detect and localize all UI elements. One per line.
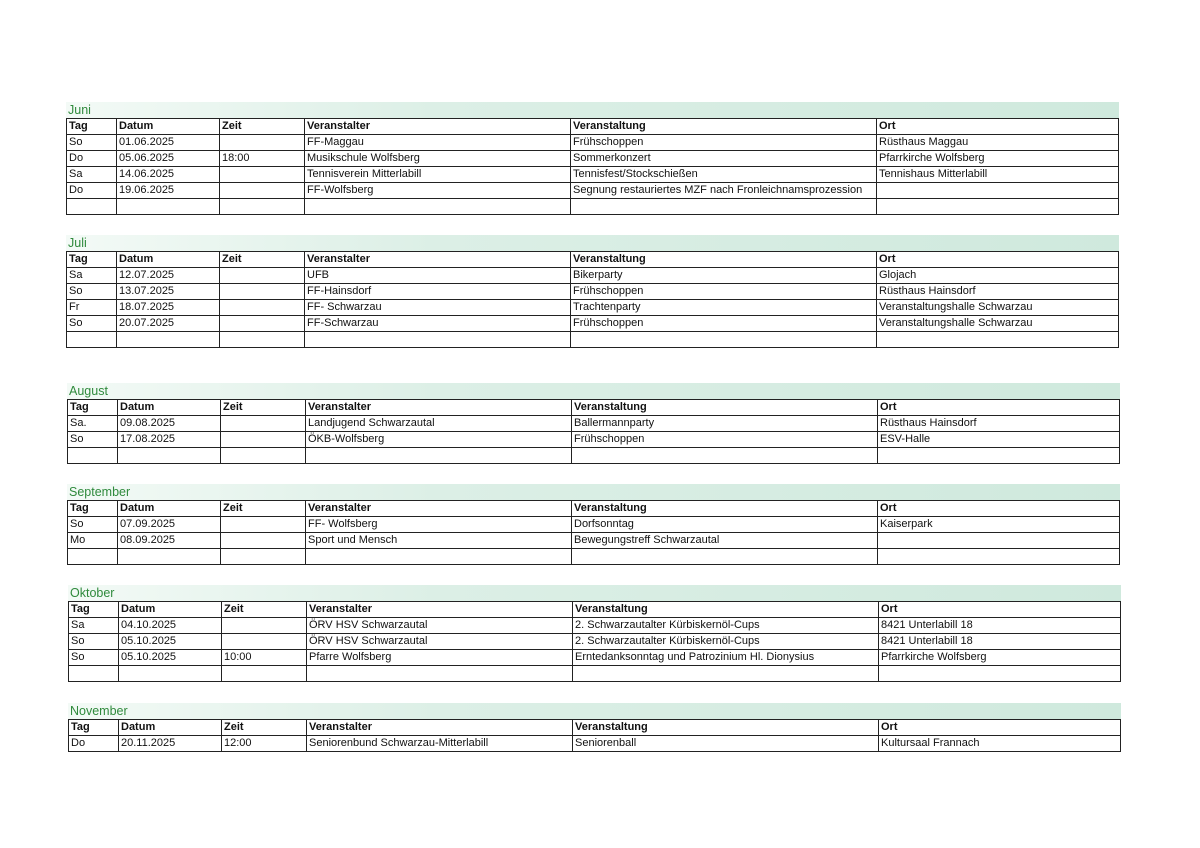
column-header-veranstalter: Veranstalter [307, 720, 573, 736]
table-row [67, 151, 1119, 167]
cell-ort: Veranstaltungshalle Schwarzau [877, 300, 1119, 316]
cell-datum: 05.10.2025 [119, 650, 222, 666]
cell-veranstalter [305, 199, 571, 215]
month-title: Juni [66, 102, 1119, 118]
column-header-veranstalter: Veranstalter [307, 602, 573, 618]
cell-veranstalter [306, 549, 572, 565]
cell-ort [877, 332, 1119, 348]
column-header-tag: Tag [69, 602, 119, 618]
column-header-zeit: Zeit [222, 602, 307, 618]
table-row [67, 284, 1119, 300]
column-header-tag: Tag [68, 501, 118, 517]
header-row [67, 252, 1119, 268]
cell-veranstalter [305, 332, 571, 348]
month-title: September [67, 484, 1120, 500]
cell-zeit [222, 618, 307, 634]
cell-datum [119, 666, 222, 682]
cell-veranstalter [306, 448, 572, 464]
cell-tag: Do [67, 151, 117, 167]
table-row [69, 736, 1121, 752]
table-row [67, 268, 1119, 284]
cell-zeit: 10:00 [222, 650, 307, 666]
events-table [67, 399, 1120, 464]
cell-veranstalter: Sport und Mensch [306, 533, 572, 549]
cell-ort [878, 448, 1120, 464]
cell-veranstaltung [573, 666, 879, 682]
column-header-datum: Datum [118, 501, 221, 517]
month-section [66, 235, 1119, 348]
events-table [66, 251, 1119, 348]
cell-veranstalter: FF- Wolfsberg [306, 517, 572, 533]
table-row [67, 300, 1119, 316]
month-title: Juli [66, 235, 1119, 251]
column-header-veranstalter: Veranstalter [306, 501, 572, 517]
column-header-veranstaltung: Veranstaltung [573, 602, 879, 618]
cell-veranstaltung [572, 448, 878, 464]
cell-tag: Sa [67, 167, 117, 183]
cell-veranstaltung: Frühschoppen [572, 432, 878, 448]
cell-veranstaltung: Ballermannparty [572, 416, 878, 432]
cell-tag [67, 199, 117, 215]
header-row [69, 602, 1121, 618]
cell-zeit: 12:00 [222, 736, 307, 752]
cell-zeit [221, 432, 306, 448]
cell-veranstalter: Seniorenbund Schwarzau-Mitterlabill [307, 736, 573, 752]
cell-zeit [222, 666, 307, 682]
events-table [68, 601, 1121, 682]
table-row [67, 183, 1119, 199]
cell-veranstalter: Pfarre Wolfsberg [307, 650, 573, 666]
cell-zeit [221, 533, 306, 549]
cell-veranstaltung: Frühschoppen [571, 316, 877, 332]
cell-ort: Rüsthaus Hainsdorf [877, 284, 1119, 300]
cell-veranstaltung: Segnung restauriertes MZF nach Fronleichnamsprozession [571, 183, 877, 199]
header-row [67, 119, 1119, 135]
column-header-ort: Ort [879, 720, 1121, 736]
cell-zeit [220, 199, 305, 215]
cell-tag [67, 332, 117, 348]
cell-veranstaltung: 2. Schwarzautalter Kürbiskernöl-Cups [573, 618, 879, 634]
cell-veranstaltung: Trachtenparty [571, 300, 877, 316]
cell-tag: Sa. [68, 416, 118, 432]
cell-veranstaltung [572, 549, 878, 565]
column-header-datum: Datum [119, 602, 222, 618]
cell-veranstaltung: Bikerparty [571, 268, 877, 284]
cell-datum: 19.06.2025 [117, 183, 220, 199]
cell-datum: 12.07.2025 [117, 268, 220, 284]
cell-zeit [220, 135, 305, 151]
column-header-datum: Datum [117, 119, 220, 135]
table-row [68, 416, 1120, 432]
cell-zeit [221, 416, 306, 432]
cell-zeit [221, 549, 306, 565]
month-section [67, 484, 1120, 565]
cell-tag: So [68, 517, 118, 533]
month-section [66, 102, 1119, 215]
cell-datum: 04.10.2025 [119, 618, 222, 634]
cell-ort: Kaiserpark [878, 517, 1120, 533]
cell-datum: 07.09.2025 [118, 517, 221, 533]
cell-datum: 17.08.2025 [118, 432, 221, 448]
cell-zeit [220, 300, 305, 316]
empty-row [68, 549, 1120, 565]
cell-tag: So [67, 316, 117, 332]
column-header-zeit: Zeit [221, 400, 306, 416]
cell-zeit [220, 183, 305, 199]
cell-veranstalter: UFB [305, 268, 571, 284]
cell-zeit [220, 332, 305, 348]
cell-zeit [220, 316, 305, 332]
table-row [68, 533, 1120, 549]
cell-veranstalter: Musikschule Wolfsberg [305, 151, 571, 167]
cell-datum: 09.08.2025 [118, 416, 221, 432]
cell-veranstaltung [571, 332, 877, 348]
cell-ort [877, 199, 1119, 215]
cell-veranstalter: FF-Hainsdorf [305, 284, 571, 300]
column-header-tag: Tag [69, 720, 119, 736]
cell-veranstaltung: Erntedanksonntag und Patrozinium Hl. Dionysius [573, 650, 879, 666]
cell-ort: Kultursaal Frannach [879, 736, 1121, 752]
column-header-zeit: Zeit [220, 252, 305, 268]
cell-zeit: 18:00 [220, 151, 305, 167]
cell-tag: Sa [69, 618, 119, 634]
cell-datum: 13.07.2025 [117, 284, 220, 300]
cell-datum [117, 199, 220, 215]
cell-ort: Rüsthaus Hainsdorf [878, 416, 1120, 432]
cell-veranstaltung: Frühschoppen [571, 284, 877, 300]
column-header-veranstalter: Veranstalter [305, 252, 571, 268]
column-header-tag: Tag [67, 252, 117, 268]
header-row [68, 400, 1120, 416]
events-table [68, 719, 1121, 752]
table-row [67, 167, 1119, 183]
column-header-datum: Datum [119, 720, 222, 736]
cell-veranstalter: FF- Schwarzau [305, 300, 571, 316]
cell-ort: Rüsthaus Maggau [877, 135, 1119, 151]
cell-datum [117, 332, 220, 348]
cell-veranstaltung: 2. Schwarzautalter Kürbiskernöl-Cups [573, 634, 879, 650]
cell-tag [69, 666, 119, 682]
cell-datum: 01.06.2025 [117, 135, 220, 151]
table-row [69, 618, 1121, 634]
table-row [68, 432, 1120, 448]
cell-veranstaltung: Seniorenball [573, 736, 879, 752]
cell-ort: 8421 Unterlabill 18 [879, 618, 1121, 634]
cell-tag: Sa [67, 268, 117, 284]
column-header-datum: Datum [118, 400, 221, 416]
cell-veranstalter: Tennisverein Mitterlabill [305, 167, 571, 183]
column-header-veranstaltung: Veranstaltung [573, 720, 879, 736]
column-header-veranstalter: Veranstalter [305, 119, 571, 135]
column-header-ort: Ort [878, 400, 1120, 416]
column-header-ort: Ort [879, 602, 1121, 618]
cell-zeit [221, 517, 306, 533]
cell-tag: So [69, 634, 119, 650]
header-row [68, 501, 1120, 517]
cell-veranstaltung: Dorfsonntag [572, 517, 878, 533]
table-row [67, 135, 1119, 151]
column-header-veranstaltung: Veranstaltung [571, 119, 877, 135]
column-header-veranstaltung: Veranstaltung [571, 252, 877, 268]
cell-veranstaltung: Tennisfest/Stockschießen [571, 167, 877, 183]
events-table [66, 118, 1119, 215]
cell-ort: Veranstaltungshalle Schwarzau [877, 316, 1119, 332]
month-title: August [67, 383, 1120, 399]
cell-veranstaltung: Frühschoppen [571, 135, 877, 151]
column-header-tag: Tag [68, 400, 118, 416]
cell-tag: Do [69, 736, 119, 752]
cell-datum: 05.06.2025 [117, 151, 220, 167]
column-header-tag: Tag [67, 119, 117, 135]
column-header-veranstaltung: Veranstaltung [572, 400, 878, 416]
column-header-veranstaltung: Veranstaltung [572, 501, 878, 517]
cell-zeit [222, 634, 307, 650]
cell-datum: 20.11.2025 [119, 736, 222, 752]
column-header-ort: Ort [877, 252, 1119, 268]
cell-zeit [221, 448, 306, 464]
cell-tag: So [69, 650, 119, 666]
cell-veranstaltung [571, 199, 877, 215]
cell-veranstalter: ÖRV HSV Schwarzautal [307, 618, 573, 634]
cell-datum: 18.07.2025 [117, 300, 220, 316]
cell-veranstalter: FF-Schwarzau [305, 316, 571, 332]
table-row [69, 650, 1121, 666]
table-row [69, 634, 1121, 650]
cell-zeit [220, 284, 305, 300]
month-section [67, 383, 1120, 464]
cell-datum: 14.06.2025 [117, 167, 220, 183]
cell-datum: 08.09.2025 [118, 533, 221, 549]
month-section [68, 585, 1121, 682]
cell-veranstalter: ÖRV HSV Schwarzautal [307, 634, 573, 650]
cell-datum [118, 448, 221, 464]
column-header-ort: Ort [878, 501, 1120, 517]
header-row [69, 720, 1121, 736]
cell-veranstalter [307, 666, 573, 682]
column-header-veranstalter: Veranstalter [306, 400, 572, 416]
cell-ort [878, 549, 1120, 565]
cell-datum [118, 549, 221, 565]
cell-ort [878, 533, 1120, 549]
empty-row [69, 666, 1121, 682]
cell-veranstaltung: Bewegungstreff Schwarzautal [572, 533, 878, 549]
table-row [68, 517, 1120, 533]
cell-veranstalter: Landjugend Schwarzautal [306, 416, 572, 432]
cell-tag: Do [67, 183, 117, 199]
month-title: Oktober [68, 585, 1121, 601]
cell-ort [877, 183, 1119, 199]
cell-datum: 20.07.2025 [117, 316, 220, 332]
cell-ort: Pfarrkirche Wolfsberg [877, 151, 1119, 167]
cell-zeit [220, 167, 305, 183]
column-header-zeit: Zeit [220, 119, 305, 135]
cell-tag: So [67, 135, 117, 151]
cell-ort: Tennishaus Mitterlabill [877, 167, 1119, 183]
empty-row [67, 199, 1119, 215]
cell-ort: Glojach [877, 268, 1119, 284]
cell-veranstalter: FF-Maggau [305, 135, 571, 151]
column-header-datum: Datum [117, 252, 220, 268]
cell-ort: 8421 Unterlabill 18 [879, 634, 1121, 650]
cell-tag: Mo [68, 533, 118, 549]
cell-tag: So [68, 432, 118, 448]
empty-row [68, 448, 1120, 464]
cell-ort: ESV-Halle [878, 432, 1120, 448]
table-row [67, 316, 1119, 332]
cell-tag: Fr [67, 300, 117, 316]
cell-veranstaltung: Sommerkonzert [571, 151, 877, 167]
column-header-zeit: Zeit [221, 501, 306, 517]
empty-row [67, 332, 1119, 348]
cell-datum: 05.10.2025 [119, 634, 222, 650]
cell-tag [68, 549, 118, 565]
cell-tag [68, 448, 118, 464]
cell-ort [879, 666, 1121, 682]
month-title: November [68, 703, 1121, 719]
month-section [68, 703, 1121, 752]
cell-ort: Pfarrkirche Wolfsberg [879, 650, 1121, 666]
cell-veranstalter: ÖKB-Wolfsberg [306, 432, 572, 448]
cell-tag: So [67, 284, 117, 300]
events-table [67, 500, 1120, 565]
column-header-zeit: Zeit [222, 720, 307, 736]
column-header-ort: Ort [877, 119, 1119, 135]
cell-zeit [220, 268, 305, 284]
cell-veranstalter: FF-Wolfsberg [305, 183, 571, 199]
